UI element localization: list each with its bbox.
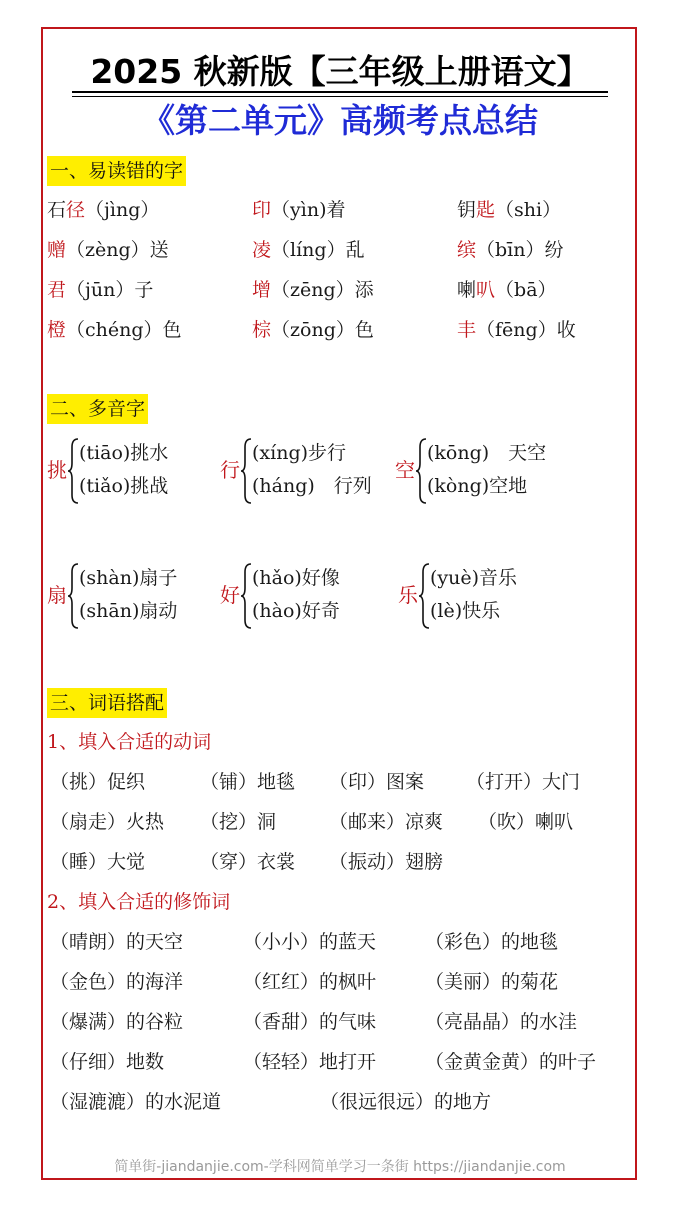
easy-char-item: 缤（bīn）纷: [457, 239, 564, 261]
page-subtitle: 《第二单元》高频考点总结: [142, 101, 538, 140]
easy-char-item: 棕（zōng）色: [252, 319, 374, 341]
polyphone-reading: (xíng)步行: [252, 442, 347, 464]
brace-icon: [240, 562, 252, 630]
easy-char-item: 凌（líng）乱: [252, 239, 365, 261]
easy-char-item: 钥匙（shi）: [457, 199, 562, 221]
section-heading-easy-chars: 一、易读错的字: [47, 156, 186, 186]
modifier-phrase: （湿漉漉）的水泥道: [50, 1091, 222, 1113]
brace-icon: [418, 562, 430, 630]
verb-phrase: （邮来）凉爽: [329, 811, 444, 833]
brace-icon: [67, 437, 79, 505]
polyphone-reading: (hào)好奇: [252, 600, 340, 622]
subheading-modifiers: 2、填入合适的修饰词: [47, 891, 231, 913]
verb-phrase: （印）图案: [329, 771, 425, 793]
polyphone-group: [220, 562, 395, 632]
polyphone-char: 空: [395, 458, 415, 482]
verb-phrase: （穿）衣裳: [200, 851, 296, 873]
verb-phrase: （铺）地毯: [200, 771, 296, 793]
modifier-phrase: （晴朗）的天空: [50, 931, 184, 953]
footer-watermark: 简单街-jiandanjie.com-学科网简单学习一条街 https://jiandanjie.com: [114, 1159, 566, 1175]
verb-phrase: （扇走）火热: [50, 811, 165, 833]
verb-phrase: （打开）大门: [466, 771, 581, 793]
modifier-phrase: （金黄金黄）的叶子: [425, 1051, 597, 1073]
verb-phrase: （吹）喇叭: [478, 811, 574, 833]
easy-char-item: 丰（fēng）收: [457, 319, 576, 341]
polyphone-reading: (kōng) 天空: [427, 442, 547, 464]
polyphone-reading: (tiāo)挑水: [79, 442, 169, 464]
modifier-phrase: （香甜）的气味: [243, 1011, 377, 1033]
verb-phrase: （睡）大觉: [50, 851, 146, 873]
polyphone-reading: (hǎo)好像: [252, 567, 340, 589]
modifier-phrase: （很远很远）的地方: [320, 1091, 492, 1113]
easy-char-item: 君（jūn）子: [47, 279, 154, 301]
verb-phrase: （挑）促织: [50, 771, 146, 793]
page-title: 2025 秋新版【三年级上册语文】: [90, 52, 590, 91]
brace-icon: [415, 437, 427, 505]
modifier-phrase: （仔细）地数: [50, 1051, 165, 1073]
brace-icon: [67, 562, 79, 630]
polyphone-group: [220, 437, 395, 507]
modifier-phrase: （轻轻）地打开: [243, 1051, 377, 1073]
easy-char-item: 石径（jìng）: [47, 199, 160, 221]
polyphone-char: 乐: [398, 583, 418, 607]
polyphone-group: [47, 437, 217, 507]
title-underline-thin: [72, 96, 608, 97]
modifier-phrase: （亮晶晶）的水洼: [425, 1011, 578, 1033]
verb-phrase: （挖）洞: [200, 811, 277, 833]
easy-char-item: 增（zēng）添: [252, 279, 374, 301]
polyphone-reading: (shān)扇动: [79, 600, 178, 622]
easy-char-item: 喇叭（bā）: [457, 279, 557, 301]
modifier-phrase: （金色）的海洋: [50, 971, 184, 993]
polyphone-reading: (shàn)扇子: [79, 567, 178, 589]
easy-char-item: 橙（chéng）色: [47, 319, 182, 341]
verb-phrase: （振动）翅膀: [329, 851, 444, 873]
polyphone-char: 好: [220, 583, 240, 607]
polyphone-char: 挑: [47, 458, 67, 482]
polyphone-reading: (lè)快乐: [430, 600, 501, 622]
easy-char-item: 印（yìn)着: [252, 199, 346, 221]
polyphone-group: [47, 562, 217, 632]
polyphone-reading: (kòng)空地: [427, 475, 528, 497]
polyphone-reading: (tiǎo)挑战: [79, 475, 169, 497]
polyphone-group: [395, 437, 575, 507]
brace-icon: [240, 437, 252, 505]
modifier-phrase: （小小）的蓝天: [243, 931, 377, 953]
easy-char-item: 赠（zèng）送: [47, 239, 169, 261]
polyphone-char: 扇: [47, 583, 67, 607]
modifier-phrase: （彩色）的地毯: [425, 931, 559, 953]
polyphone-reading: (yuè)音乐: [430, 567, 518, 589]
title-underline: [72, 91, 608, 93]
polyphone-char: 行: [220, 458, 240, 482]
section-heading-polyphones: 二、多音字: [47, 394, 148, 424]
section-heading-word-pairs: 三、词语搭配: [47, 688, 167, 718]
polyphone-group: [398, 562, 578, 632]
modifier-phrase: （爆满）的谷粒: [50, 1011, 184, 1033]
polyphone-reading: (háng) 行列: [252, 475, 372, 497]
modifier-phrase: （红红）的枫叶: [243, 971, 377, 993]
modifier-phrase: （美丽）的菊花: [425, 971, 559, 993]
subheading-verbs: 1、填入合适的动词: [47, 731, 212, 753]
